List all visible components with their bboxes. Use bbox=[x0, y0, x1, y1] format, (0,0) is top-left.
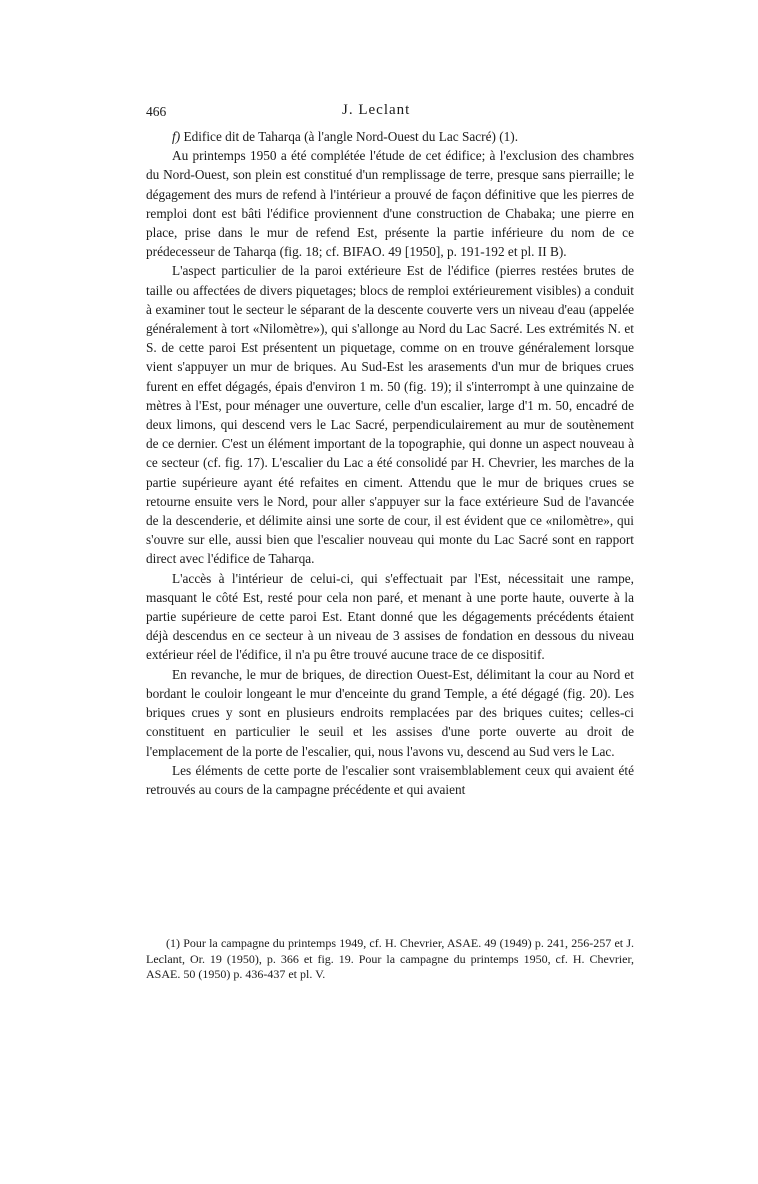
section-title: Edifice dit de Taharqa (à l'angle Nord-Ouest du Lac Sacré) bbox=[183, 129, 496, 144]
paragraph: En revanche, le mur de briques, de direction Ouest-Est, délimitant la cour au Nord et bordant le couloir longeant le mur d'enceinte du grand Temple, a été dégagé (fig. 20). Les briques crues y sont en plusieurs endroits remplacées par des briques cuites; celles-ci constituent en particulier le seuil et les assises d'une porte ouverte au droit de l'emplacement de la porte de l'escalier, qui, nous l'avons vu, descend au Sud vers le Lac. bbox=[146, 666, 634, 759]
paragraph: Au printemps 1950 a été complétée l'étude de cet édifice; à l'exclusion des chambres du Nord-Ouest, son plein est constitué d'un remplissage de terre, presque sans pierraille; le dégagement des murs de refend à l'intérieur a prouvé de façon définitive que les pierres de remploi dont est bâti l'édifice proviennent d'une construction de Chabaka; une pierre en place, prise dans le mur de refend Est, présente la partie inférieure du nom de ce prédecesseur de Taharqa (fig. 18; cf. BIFAO. 49 [1950], p. 191-192 et pl. II B). bbox=[146, 148, 634, 260]
footnote: (1) Pour la campagne du printemps 1949, cf. H. Chevrier, ASAE. 49 (1949) p. 241, 256-257 et J. Leclant, Or. 19 (1950), p. 366 et fig. 19. Pour la campagne du printemps 1950, cf. H. Chevrier, ASAE. 50 (1950) p. 436-437 et pl. V. bbox=[146, 936, 634, 982]
footnotes bbox=[146, 936, 634, 983]
page-header bbox=[146, 102, 634, 124]
body-text bbox=[146, 127, 634, 799]
paragraph: Les éléments de cette porte de l'escalier sont vraisemblablement ceux qui avaient été retrouvés au cours de la campagne précédente et qui avaient bbox=[146, 762, 634, 797]
page-number: 466 bbox=[146, 104, 167, 119]
footnote-reference: (1). bbox=[499, 129, 519, 144]
paragraph: L'accès à l'intérieur de celui-ci, qui s'effectuait par l'Est, nécessitait une rampe, masquant le côté Est, resté pour cela non paré, et menant à une porte haute, ouverte à la partie supérieure de cette paroi Est. Etant donné que les dégagements précédents étaient déjà descendus en ce secteur à un niveau de 3 assises de fondation en dessous du niveau extérieur réel de l'édifice, il n'a pu être trouvé aucune trace de ce dispositif. bbox=[146, 570, 634, 663]
section-letter: f) bbox=[172, 129, 181, 144]
paragraph: L'aspect particulier de la paroi extérieure Est de l'édifice (pierres restées brutes de taille ou affectées de divers piquetages; blocs de remploi extérieurement visibles) a conduit à examiner tout le secteur le séparant de la descente couverte vers un niveau d'eau (appelée généralement à tort «Nilomètre»), qui s'allonge au Nord du Lac Sacré. Les extrémités N. et S. de cette paroi Est présentent un piquetage, comme on en trouve généralement lorsque vient s'appuyer un mur de briques. Au Sud-Est les arasements d'un mur de briques crues furent en effet dégagés, épais d'environ 1 m. 50 (fig. 19); il s'interrompt à une quinzaine de mètres à l'Est, pour ménager une ouverture, celle d'un escalier, large d'1 m. 50, encadré de deux limons, qui descend vers le Lac Sacré, perpendiculairement au mur de soutènement de ce dernier. C'est un élément important de la topographie, qui donne un aspect nouveau à ce secteur (cf. fig. 17). L'escalier du Lac a été consolidé par H. Chevrier, les marches de la partie supérieure ayant été refaites en ciment. Attendu que le mur de briques crues se retourne ensuite vers le Nord, pour aller s'appuyer sur la face extérieure Sud de l'avancée de la descenderie, et délimite ainsi une sorte de cour, il est évident que ce «nilomètre», qui s'ouvre sur elle, aussi bien que l'escalier nouveau qui monte du Lac Sacré sont en rapport direct avec l'édifice de Taharqa. bbox=[146, 263, 634, 567]
section-heading bbox=[146, 127, 634, 146]
running-head: J. Leclant bbox=[342, 102, 411, 118]
